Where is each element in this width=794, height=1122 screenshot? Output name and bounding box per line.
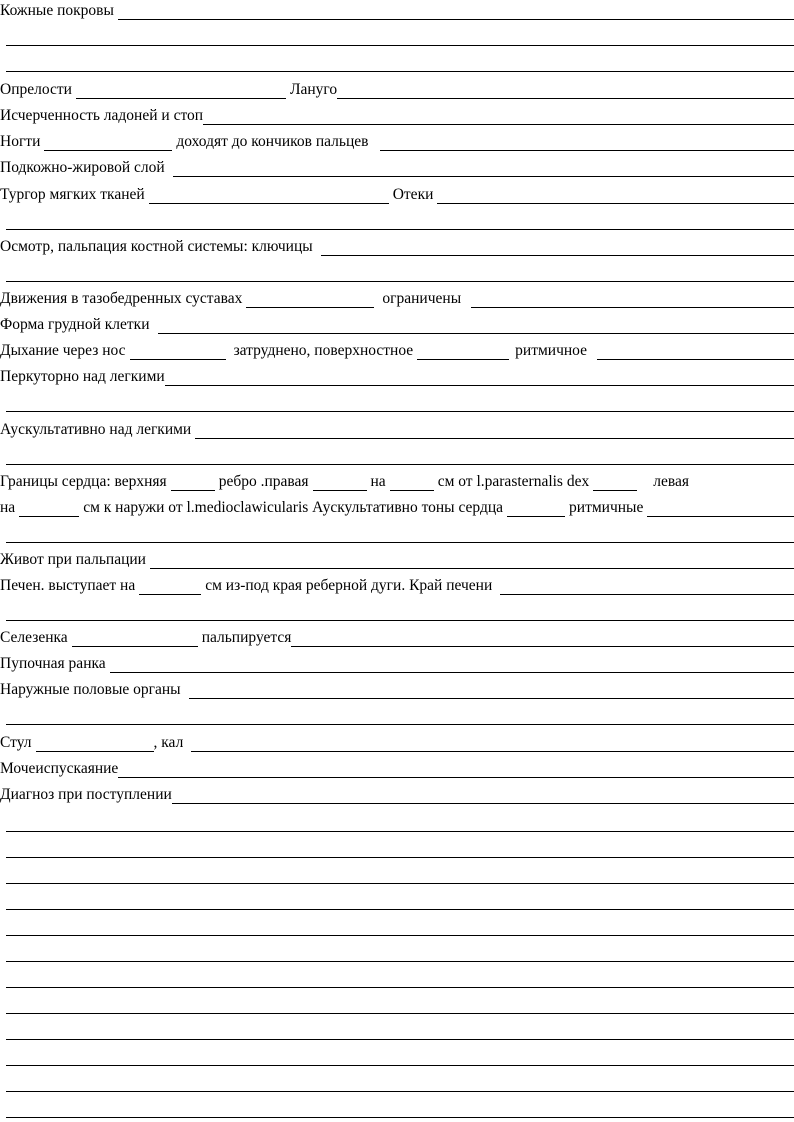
umbilical-label: Пупочная ранка <box>0 655 106 672</box>
intertrigo-label: Опрелости <box>0 81 72 98</box>
genitals-field-cont[interactable] <box>6 708 794 725</box>
heart-on-label: на <box>370 473 386 490</box>
breath-hard-label: затруднено, поверхностное <box>233 342 414 359</box>
heart-field-cont[interactable] <box>6 526 794 543</box>
genitals-field[interactable] <box>189 682 794 699</box>
lungs-percussion-field[interactable] <box>165 369 794 386</box>
spleen-palp-field[interactable] <box>291 630 794 647</box>
heart-rhythmic-field[interactable] <box>647 500 794 517</box>
edema-label: Отеки <box>392 186 434 203</box>
row-abdomen <box>0 549 794 569</box>
row-bones <box>0 236 794 256</box>
skin-field-cont-2[interactable] <box>6 55 794 72</box>
heart-rib-label: ребро .правая <box>218 473 309 490</box>
turgor-field-cont[interactable] <box>6 213 794 230</box>
row-nails <box>0 131 794 151</box>
row-hips <box>0 288 794 308</box>
breath-nose-field[interactable] <box>130 343 226 360</box>
liver-cm-label: см из-под края реберной дуги. Край печени <box>205 577 493 594</box>
row-breath <box>0 340 794 360</box>
chest-field[interactable] <box>158 317 794 334</box>
liver-cm-field[interactable] <box>139 578 201 595</box>
subcutaneous-label: Подкожно-жировой слой <box>0 159 165 176</box>
heart-mid-label: см к наружи от l.medioclawicularis Аускультативно тоны сердца <box>83 499 504 516</box>
row-lungs-percussion-cont <box>6 392 794 412</box>
subcutaneous-field[interactable] <box>173 160 794 177</box>
liver-edge-field[interactable] <box>500 578 794 595</box>
row-turgor <box>0 184 794 204</box>
spleen-label: Селезенка <box>0 629 68 646</box>
row-liver-cont <box>6 601 794 621</box>
abdomen-field[interactable] <box>150 552 794 569</box>
diagnosis-field-cont[interactable] <box>6 1023 794 1040</box>
edema-field[interactable] <box>437 187 794 204</box>
row-spleen <box>0 627 794 647</box>
diagnosis-field[interactable] <box>172 787 794 804</box>
heart-on2-label: на <box>0 499 16 516</box>
lungs-auscult-label: Аускультативно над легкими <box>0 421 192 438</box>
row-subcutaneous <box>0 157 794 177</box>
skin-label: Кожные покровы <box>0 2 114 19</box>
row-diagnosis-cont-11 <box>6 1072 794 1092</box>
diagnosis-field-cont[interactable] <box>6 1049 794 1066</box>
skin-field-cont-1[interactable] <box>6 29 794 46</box>
diagnosis-field-cont[interactable] <box>6 867 794 884</box>
diagnosis-field-cont[interactable] <box>6 893 794 910</box>
heart-borders-label: Границы сердца: верхняя <box>0 473 167 490</box>
lanugo-label: Лануго <box>289 81 338 98</box>
heart-right-cm-field[interactable] <box>390 474 434 491</box>
palms-label: Исчерченность ладоней и стоп <box>0 107 204 124</box>
breath-hard-field[interactable] <box>417 343 509 360</box>
heart-tones-field[interactable] <box>507 500 565 517</box>
bones-field-cont[interactable] <box>6 265 794 282</box>
lungs-percussion-field-cont[interactable] <box>6 395 794 412</box>
umbilical-field[interactable] <box>110 656 794 673</box>
lanugo-field[interactable] <box>337 82 794 99</box>
row-turgor-cont <box>6 210 794 230</box>
heart-parasternal-label: см от l.parasternalis dex <box>437 473 590 490</box>
palms-field[interactable] <box>203 108 794 125</box>
row-genitals <box>0 679 794 699</box>
row-diagnosis-cont-8 <box>6 994 794 1014</box>
row-diagnosis <box>0 784 794 804</box>
row-lungs-auscult <box>0 419 794 439</box>
nails-reach-field[interactable] <box>380 134 794 151</box>
row-diagnosis-cont-4 <box>6 890 794 910</box>
lungs-auscult-field-cont[interactable] <box>6 448 794 465</box>
heart-right-field[interactable] <box>313 474 367 491</box>
row-heart-2 <box>0 497 794 517</box>
row-diagnosis-cont-10 <box>6 1046 794 1066</box>
bones-label: Осмотр, пальпация костной системы: ключицы <box>0 238 313 255</box>
nails-label: Ногти <box>0 133 41 150</box>
row-diagnosis-cont-12 <box>6 1098 794 1118</box>
breath-nose-label: Дыхание через нос <box>0 342 126 359</box>
row-heart-cont <box>6 523 794 543</box>
nails-field[interactable] <box>44 134 172 151</box>
row-diagnosis-cont-1 <box>6 812 794 832</box>
diagnosis-field-cont[interactable] <box>6 919 794 936</box>
urination-field[interactable] <box>118 761 794 778</box>
diagnosis-label: Диагноз при поступлении <box>0 786 172 803</box>
diagnosis-field-cont[interactable] <box>6 1101 794 1118</box>
hips-field[interactable] <box>246 291 374 308</box>
diagnosis-field-cont[interactable] <box>6 971 794 988</box>
row-skin <box>0 0 794 20</box>
row-skin-cont-1 <box>6 26 794 46</box>
spleen-field[interactable] <box>72 630 198 647</box>
row-diagnosis-cont-5 <box>6 916 794 936</box>
chest-label: Форма грудной клетки <box>0 316 150 333</box>
row-lungs-percussion <box>0 366 794 386</box>
liver-field-cont[interactable] <box>6 604 794 621</box>
row-liver <box>0 575 794 595</box>
skin-field[interactable] <box>118 3 794 20</box>
diagnosis-field-cont[interactable] <box>6 945 794 962</box>
stool-label: Стул <box>0 734 32 751</box>
urination-label: Мочеиспускаяние <box>0 760 119 777</box>
nails-reach-label: доходят до кончиков пальцев <box>176 133 369 150</box>
row-intertrigo <box>0 79 794 99</box>
row-skin-cont-2 <box>6 52 794 72</box>
liver-label: Печен. выступает на <box>0 577 136 594</box>
stool-kal-field[interactable] <box>191 735 794 752</box>
heart-parasternal-field[interactable] <box>593 474 637 491</box>
row-heart-1 <box>0 471 794 491</box>
row-diagnosis-cont-3 <box>6 864 794 884</box>
row-chest <box>0 314 794 334</box>
genitals-label: Наружные половые органы <box>0 681 181 698</box>
row-diagnosis-cont-6 <box>6 942 794 962</box>
row-diagnosis-cont-9 <box>6 1020 794 1040</box>
row-lungs-auscult-cont <box>6 445 794 465</box>
turgor-field[interactable] <box>149 187 389 204</box>
heart-upper-field[interactable] <box>171 474 215 491</box>
stool-field[interactable] <box>36 735 154 752</box>
diagnosis-field-cont[interactable] <box>6 997 794 1014</box>
limited-label: ограничены <box>382 290 462 307</box>
row-stool <box>0 732 794 752</box>
heart-left-label: левая <box>653 473 689 490</box>
hips-label: Движения в тазобедренных суставах <box>0 290 243 307</box>
heart-left-cm-field[interactable] <box>19 500 79 517</box>
row-genitals-cont <box>6 705 794 725</box>
breath-rhythm-label: ритмичное <box>515 342 587 359</box>
row-umbilical <box>0 653 794 673</box>
spleen-palp-label: пальпируется <box>201 629 292 646</box>
diagnosis-field-cont[interactable] <box>6 841 794 858</box>
turgor-label: Тургор мягких тканей <box>0 186 145 203</box>
lungs-percussion-label: Перкуторно над легкими <box>0 368 165 385</box>
row-diagnosis-cont-7 <box>6 968 794 988</box>
intertrigo-field[interactable] <box>76 82 286 99</box>
row-palms <box>0 105 794 125</box>
row-bones-cont <box>6 262 794 282</box>
bones-field[interactable] <box>321 239 794 256</box>
row-diagnosis-cont-2 <box>6 838 794 858</box>
row-urination <box>0 758 794 778</box>
abdomen-label: Живот при пальпации <box>0 551 146 568</box>
lungs-auscult-field[interactable] <box>195 422 794 439</box>
breath-rhythm-field[interactable] <box>597 343 794 360</box>
stool-kal-label: , кал <box>153 734 184 751</box>
limited-field[interactable] <box>471 291 794 308</box>
diagnosis-field-cont[interactable] <box>6 1075 794 1092</box>
diagnosis-field-cont[interactable] <box>6 815 794 832</box>
heart-rhythmic-label: ритмичные <box>569 499 644 516</box>
